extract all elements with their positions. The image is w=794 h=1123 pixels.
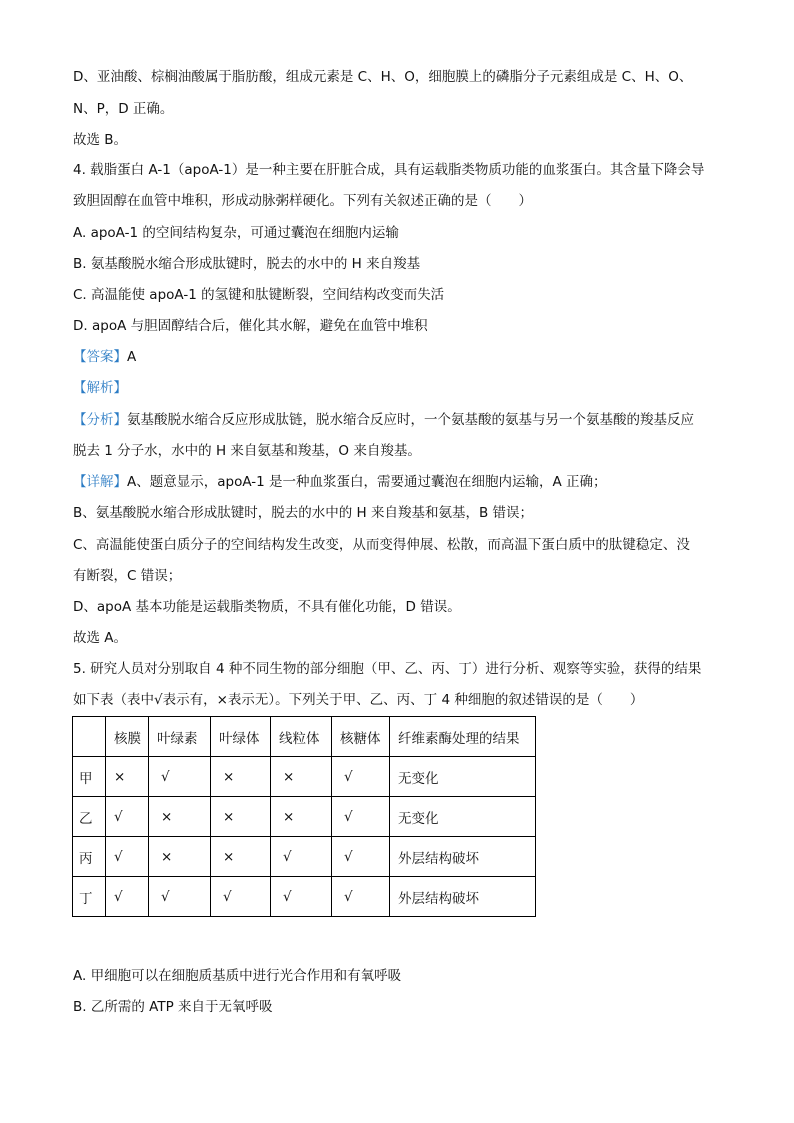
table-cell: √ <box>106 877 149 917</box>
detail-line: 有断裂，C 错误； <box>73 568 182 584</box>
detail-line: C、高温能使蛋白质分子的空间结构发生改变，从而变得伸展、松散，而高温下蛋白质中的肽键稳定、没 <box>73 537 690 553</box>
question-5-stem: 如下表（表中√表示有，×表示无）。下列关于甲、乙、丙、丁 4 种细胞的叙述错误的是（ ） <box>73 692 644 708</box>
detail-line <box>73 472 607 492</box>
analysis-tag: 【解析】 <box>73 380 127 396</box>
table-row <box>73 797 536 837</box>
cell-comparison-table <box>72 716 536 917</box>
analysis-text: 氨基酸脱水缩合反应形成肽链，脱水缩合反应时，一个氨基酸的氨基与另一个氨基酸的羧基反应 <box>127 412 694 428</box>
question-5-stem: 5. 研究人员对分别取自 4 种不同生物的部分细胞（甲、乙、丙、丁）进行分析、观察等实验，获得的结果 <box>73 661 702 677</box>
option-b: B. 乙所需的 ATP 来自于无氧呼吸 <box>73 999 273 1015</box>
text-line: D、亚油酸、棕榈油酸属于脂肪酸，组成元素是 C、H、O，细胞膜上的磷脂分子元素组成是 C、H、O、 <box>73 69 693 85</box>
table-cell: √ <box>271 837 332 877</box>
table-cell: 甲 <box>73 757 106 797</box>
option-a: A. apoA-1 的空间结构复杂，可通过囊泡在细胞内运输 <box>73 225 399 241</box>
table-cell: √ <box>149 877 211 917</box>
table-header-row <box>73 717 536 757</box>
table-cell: × <box>149 797 211 837</box>
table-cell: √ <box>332 877 390 917</box>
detail-tag: 【详解】 <box>73 474 127 490</box>
choice-line: 故选 A。 <box>73 630 128 646</box>
table-header-cell: 纤维素酶处理的结果 <box>390 717 536 757</box>
option-a: A. 甲细胞可以在细胞质基质中进行光合作用和有氧呼吸 <box>73 968 402 984</box>
detail-line: B、氨基酸脱水缩合形成肽键时，脱去的水中的 H 来自羧基和氨基，B 错误； <box>73 505 534 521</box>
table-cell: √ <box>332 757 390 797</box>
detail-line: D、apoA 基本功能是运载脂类物质，不具有催化功能，D 错误。 <box>73 599 461 615</box>
table-cell: 无变化 <box>390 797 536 837</box>
table-cell: √ <box>332 837 390 877</box>
table-header-cell <box>73 717 106 757</box>
text-line: 故选 B。 <box>73 132 128 148</box>
analysis-line <box>73 441 421 461</box>
answer-line <box>73 347 136 367</box>
question-4-stem: 致胆固醇在血管中堆积，形成动脉粥样硬化。下列有关叙述正确的是（ ） <box>73 193 532 209</box>
table-cell: 丙 <box>73 837 106 877</box>
table-cell: × <box>211 757 271 797</box>
table-cell: × <box>271 797 332 837</box>
table-cell: √ <box>332 797 390 837</box>
table-header-cell: 线粒体 <box>271 717 332 757</box>
table-cell: √ <box>106 797 149 837</box>
table-header-cell: 叶绿体 <box>211 717 271 757</box>
table-header-cell: 叶绿素 <box>149 717 211 757</box>
table-cell: 外层结构破坏 <box>390 837 536 877</box>
option-d: D. apoA 与胆固醇结合后，催化其水解，避免在血管中堆积 <box>73 318 428 334</box>
option-b: B. 氨基酸脱水缩合形成肽键时，脱去的水中的 H 来自羧基 <box>73 256 421 272</box>
analysis-text: 脱去 1 分子水，水中的 H 来自氨基和羧基，O 来自羧基。 <box>73 443 421 459</box>
answer-tag: 【答案】 <box>73 349 127 365</box>
detail-text: A、题意显示，apoA-1 是一种血浆蛋白，需要通过囊泡在细胞内运输，A 正确； <box>127 474 607 490</box>
question-4-stem: 4. 载脂蛋白 A-1（apoA-1）是一种主要在肝脏合成，具有运载脂类物质功能的血浆蛋白。其含量下降会导 <box>73 162 705 178</box>
analysis-line <box>73 410 694 430</box>
table-cell: × <box>271 757 332 797</box>
analysis-heading <box>73 378 127 398</box>
table-cell: √ <box>271 877 332 917</box>
text-line: N、P，D 正确。 <box>73 101 174 117</box>
table-cell: 外层结构破坏 <box>390 877 536 917</box>
analysis-subtag: 【分析】 <box>73 412 127 428</box>
table-cell: √ <box>106 837 149 877</box>
table-row <box>73 877 536 917</box>
table-header-cell: 核糖体 <box>332 717 390 757</box>
table-cell: × <box>149 837 211 877</box>
table-row <box>73 757 536 797</box>
table-header-cell: 核膜 <box>106 717 149 757</box>
table-row <box>73 837 536 877</box>
option-c: C. 高温能使 apoA-1 的氢键和肽键断裂，空间结构改变而失活 <box>73 287 445 303</box>
table-cell: 无变化 <box>390 757 536 797</box>
table-cell: 乙 <box>73 797 106 837</box>
table-cell: × <box>211 797 271 837</box>
table-cell: √ <box>211 877 271 917</box>
table-cell: × <box>211 837 271 877</box>
table-cell: × <box>106 757 149 797</box>
answer-value: A <box>127 349 137 365</box>
table-cell: √ <box>149 757 211 797</box>
table-cell: 丁 <box>73 877 106 917</box>
